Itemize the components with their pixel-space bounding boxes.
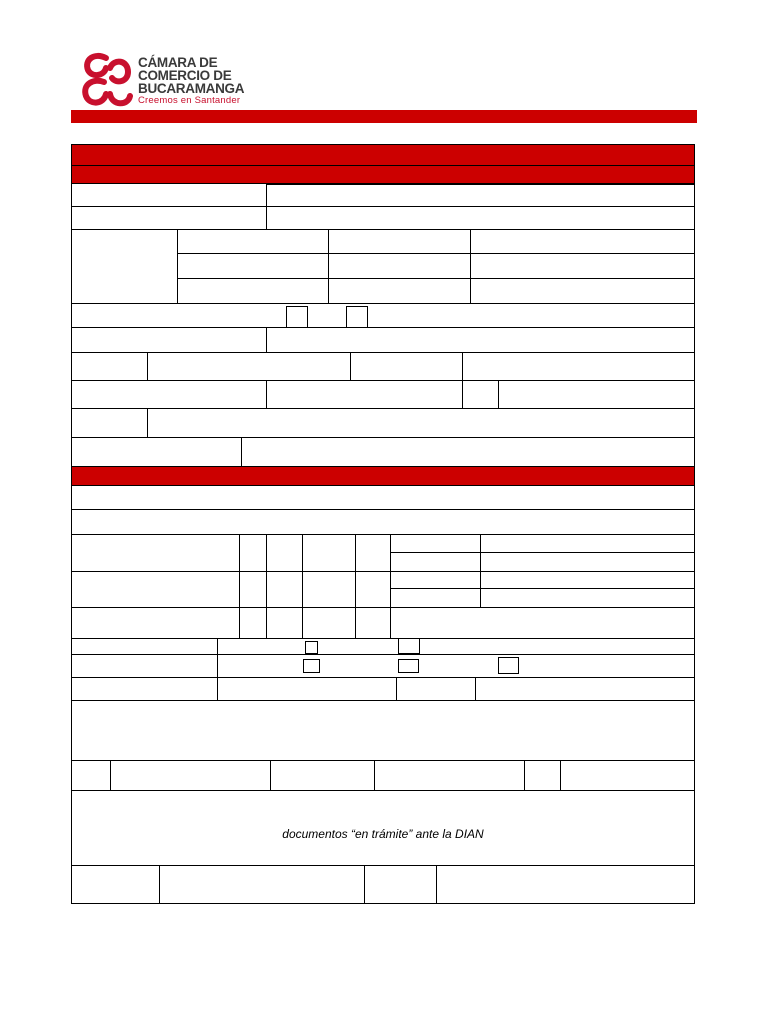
option-checkbox-3[interactable] — [305, 641, 318, 654]
field-input-3[interactable] — [266, 327, 695, 353]
org-name-line2: COMERCIO DE — [138, 68, 232, 83]
section-header-1 — [71, 165, 695, 184]
option-checkbox-4[interactable] — [398, 638, 420, 654]
field-input-1[interactable] — [266, 184, 695, 207]
org-name-line3: BUCARAMANGA — [138, 81, 245, 96]
option-checkbox-2[interactable] — [346, 306, 368, 328]
org-name-line1: CÁMARA DE — [138, 55, 218, 70]
dian-note: documentos “en trámite” ante la DIAN — [282, 827, 484, 841]
option-checkbox-7[interactable] — [498, 657, 519, 674]
option-checkbox-1[interactable] — [286, 306, 308, 328]
section-header-title — [71, 144, 695, 166]
registration-form — [71, 144, 695, 904]
header-red-bar — [71, 110, 697, 123]
section-header-2 — [71, 466, 695, 486]
option-checkbox-5[interactable] — [303, 659, 320, 673]
option-checkbox-6[interactable] — [398, 659, 419, 673]
camara-logo-icon — [76, 50, 138, 112]
org-name — [138, 56, 244, 106]
field-input-2[interactable] — [266, 206, 695, 230]
org-slogan: Creemos en Santander — [138, 95, 241, 106]
